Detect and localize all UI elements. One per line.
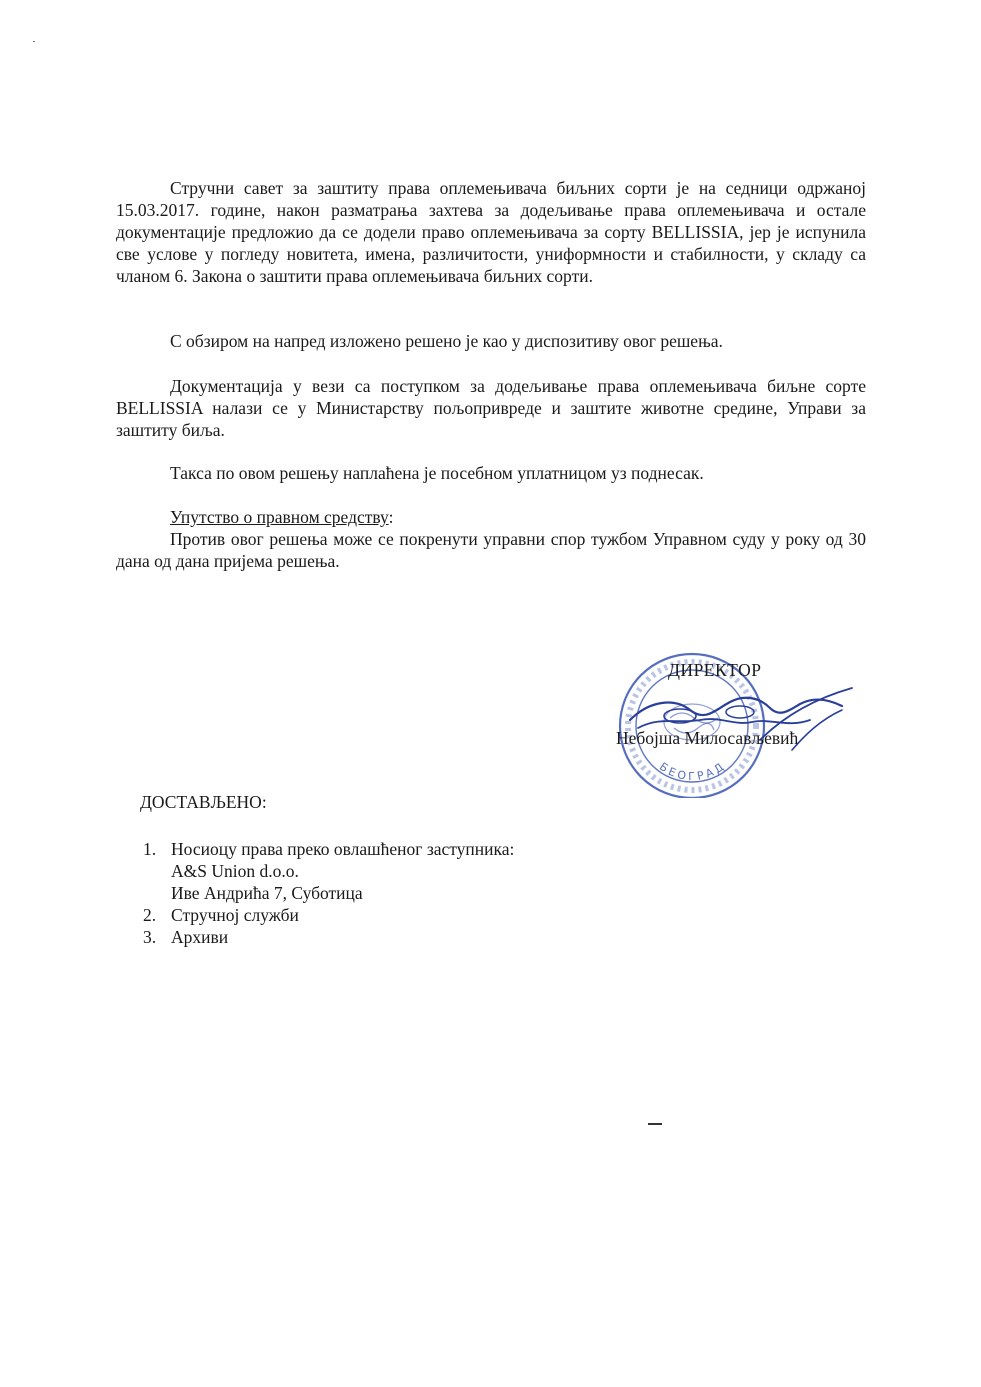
paragraph-text: С обзиром на напред изложено решено је као у диспозитиву овог решења. bbox=[170, 331, 723, 351]
list-item bbox=[143, 838, 514, 860]
paragraph-text: Такса по овом решењу наплаћена је посебном уплатницом уз поднесак. bbox=[170, 463, 704, 483]
list-item-label: Архиви bbox=[171, 927, 229, 947]
list-item-label: Стручној служби bbox=[171, 905, 299, 925]
signature-block bbox=[600, 640, 900, 800]
legal-remedy-section bbox=[116, 506, 866, 572]
paragraph-text: Документација у вези са поступком за додељивање права оплемењивача биљне сорте BELLISSIA налази се у Министарству пољопривреде и заштите животне средине, Управи за заштиту биља. bbox=[116, 376, 866, 440]
legal-remedy-heading-text: Упутство о правном средству bbox=[170, 507, 389, 527]
director-title: ДИРЕКТОР bbox=[668, 660, 762, 680]
recipient-address: Иве Андрића 7, Суботица bbox=[171, 883, 363, 903]
list-item-label: Носиоцу права преко овлашћеног заступника: bbox=[171, 839, 515, 859]
legal-remedy-heading bbox=[116, 506, 866, 528]
paragraph-council-decision bbox=[116, 177, 866, 287]
delivery-heading: ДОСТАВЉЕНО: bbox=[140, 792, 267, 812]
director-name: Небојша Милосављевић bbox=[616, 728, 799, 748]
recipient-list bbox=[143, 838, 514, 948]
list-item-number: 3. bbox=[143, 927, 157, 947]
stamp-city-text: БЕОГРАД bbox=[657, 758, 729, 784]
recipient-company: A&S Union d.o.o. bbox=[171, 861, 299, 881]
scan-speck bbox=[33, 41, 35, 42]
paragraph-text: Стручни савет за заштиту права оплемењивача биљних сорти је на седници одржаној 15.03.2017. године, након разматрања захтева за додељивање права оплемењивача и остале документације предложио да се додели право оплемењивача за сорту BELLISSIA, јер је испунила све услове у погледу новитета, имена, различитости, униформности и стабилности, у складу са чланом 6. Закона о заштити права оплемењивача биљних сорти. bbox=[116, 178, 866, 286]
paragraph-fee bbox=[116, 462, 866, 484]
svg-text:БЕОГРАД bbox=[657, 759, 728, 783]
legal-remedy-text: Против овог решења може се покренути управни спор тужбом Управном суду у року од 30 дана од дана пријема решења. bbox=[116, 529, 866, 571]
list-item-number: 2. bbox=[143, 905, 157, 925]
list-item-number: 1. bbox=[143, 839, 157, 859]
legal-remedy-heading-suffix: : bbox=[388, 507, 394, 527]
list-item bbox=[143, 926, 514, 948]
scan-mark bbox=[648, 1123, 662, 1125]
paragraph-documentation bbox=[116, 375, 866, 441]
paragraph-resolved bbox=[116, 330, 866, 352]
list-item bbox=[143, 904, 514, 926]
